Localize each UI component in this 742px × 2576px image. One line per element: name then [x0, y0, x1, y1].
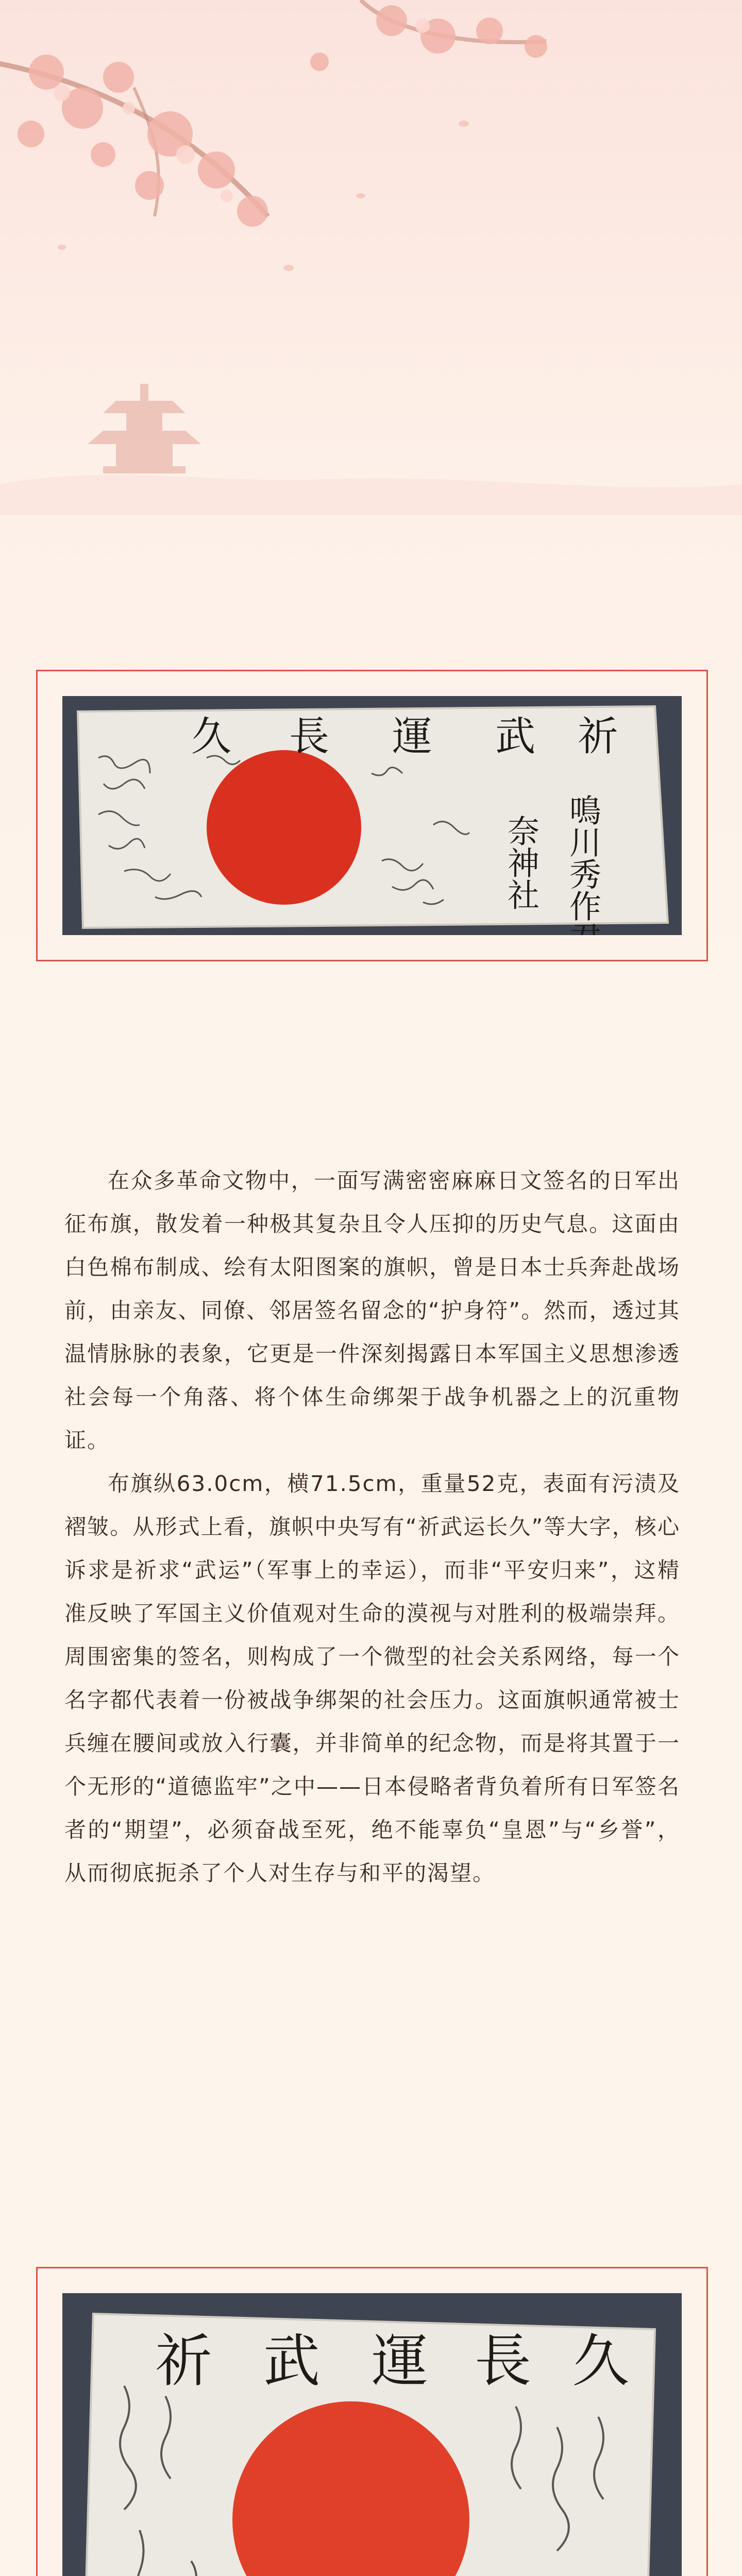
flag-character: 長 [289, 714, 330, 760]
paragraph: 在众多革命文物中，一面写满密密麻麻日文签名的日军出征布旗，散发着一种极其复杂且令人压抑的历史气息。这面由白色棉布制成、绘有太阳图案的旗帜，曾是日本士兵奔赴战场前，由亲友、同僚、邻居签名留念的“护身符”。然而，透过其温情脉脉的表象，它更是一件深刻揭露日本军国主义思想渗透社会每一个角落、将个体生命绑架于战争机器之上的沉重物证。 [64, 1168, 680, 1453]
flag-character: 運 [392, 714, 433, 760]
flag-character: 運 [372, 2328, 428, 2394]
flag-character: 祈 [578, 714, 618, 760]
pagoda-icon [88, 384, 201, 473]
signed-flag-image-1 [62, 696, 682, 935]
flag-character: 武 [495, 714, 536, 760]
paragraph: 布旗纵63.0cm，横71.5cm，重量52克，表面有污渍及褶皱。从形式上看，旗帜中央写有“祈武运长久”等大字，核心诉求是祈求“武运”（军事上的幸运），而非“平安归来”，这精准反映了军国主义价值观对生命的漠视与对胜利的极端崇拜。周围密集的签名，则构成了一个微型的社会关系网络，每一个名字都代表着一份被战争绑架的社会压力。这面旗帜通常被士兵缠在腰间或放入行囊，并非简单的纪念物，而是将其置于一个无形的“道德监牢”之中——日本侵略者背负着所有日军签名者的“期望”，必须奋战至死，绝不能辜负“皇恩”与“乡誉”，从而彻底扼杀了个人对生存与和平的渴望。 [64, 1471, 680, 1886]
flag-photo-1 [62, 696, 682, 935]
flag-character: 祈 [155, 2328, 212, 2394]
flag-character: 武 [263, 2328, 320, 2394]
flag-photo-frame-1 [36, 670, 708, 961]
flag-signature-name: 奈神社 [502, 815, 540, 910]
flag-character: 久 [572, 2328, 629, 2394]
cherry-blossom-illustration [0, 0, 742, 567]
flag-photo-frame-2 [36, 2267, 708, 2576]
flag-character: 長 [475, 2328, 531, 2394]
signed-flag-image-2 [62, 2293, 682, 2576]
article-section-1 [64, 1159, 680, 1895]
flag-signature-name: 鳴川秀作君 [564, 794, 602, 935]
flag-character: 久 [191, 714, 232, 760]
header-decoration [0, 0, 742, 567]
flag-photo-2 [62, 2293, 682, 2576]
